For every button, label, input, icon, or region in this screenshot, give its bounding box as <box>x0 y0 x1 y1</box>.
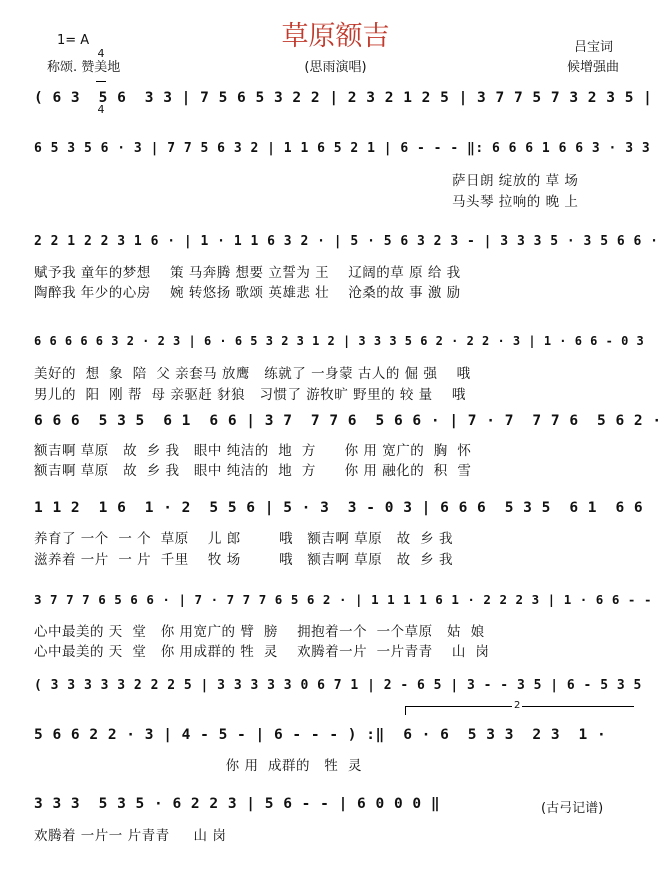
score-row-6-notes: 1 1 2 1 6 1 · 2 5 5 6 | 5 · 3 3 - 0 3 | 6 6 6 5 3 5 6 1 6 6 <box>34 500 644 516</box>
score-row-7-notes: 3 7 7 7 6 5 6 6 · | 7 · 7 7 7 6 5 6 2 · | 1 1 1 1 6 1 · 2 2 2 3 | 1 · 6 6 - - <box>34 592 652 607</box>
score-row-9-lyric-1: 你 用 成群的 牲 灵 <box>34 758 362 774</box>
composer: 候增强曲 <box>567 60 620 75</box>
ending-bracket-number: 2 <box>514 700 521 711</box>
performer: (思雨演唱) <box>304 60 367 75</box>
score-row-4-notes: 6 6 6 6 6 3 2 · 2 3 | 6 · 6 5 3 2 3 1 2 | 3 3 3 5 6 2 · 2 2 · 3 | 1 · 6 6 - 0 3 <box>34 334 645 348</box>
score-row-2-lyric-1: 萨日朗 绽放的 草 场 <box>452 173 579 189</box>
meter-numerator: 4 <box>97 47 105 60</box>
score-row-2-lyric-2: 马头琴 拉响的 晚 上 <box>452 194 579 210</box>
score-row-5-lyric-1: 额吉啊 草原 故 乡 我 眼中 纯洁的 地 方 你 用 宽广的 胸 怀 <box>34 443 472 459</box>
score-row-7-lyric-1: 心中最美的 天 堂 你 用宽广的 臂 膀 拥抱着一个 一个草原 姑 娘 <box>34 624 485 640</box>
song-title: 草原额吉 <box>281 21 390 52</box>
score-row-4-lyric-2: 男儿的 阳 刚 帮 母 亲驱赶 豺狼 习惯了 游牧旷 野里的 较 量 哦 <box>34 387 466 403</box>
score-row-10-lyric-1: 欢腾着 一片一 片青青 山 岗 <box>34 828 227 844</box>
score-row-1-notes: ( 6 3 5 6 3 3 | 7 5 6 5 3 2 2 | 2 3 2 1 2 5 | 3 7 7 5 7 3 2 3 5 | <box>34 90 653 106</box>
score-row-3-notes: 2 2 1 2 2 3 1 6 · | 1 · 1 1 6 3 2 · | 5 · 5 6 3 2 3 - | 3 3 3 5 · 3 5 6 6 · <box>34 234 659 249</box>
score-row-6-lyric-2: 滋养着 一片 一 片 千里 牧 场 哦 额吉啊 草原 故 乡 我 <box>34 552 453 568</box>
score-row-4-lyric-1: 美好的 想 象 陪 父 亲套马 放鹰 练就了 一身蒙 古人的 倔 强 哦 <box>34 366 471 382</box>
time-signature <box>96 26 106 126</box>
score-row-7-lyric-2: 心中最美的 天 堂 你 用成群的 牲 灵 欢腾着一片 一片青青 山 岗 <box>34 644 490 660</box>
score-row-5-lyric-2: 额吉啊 草原 故 乡 我 眼中 纯洁的 地 方 你 用 融化的 积 雪 <box>34 463 472 479</box>
score-row-3-lyric-2: 陶醉我 年少的心房 婉 转悠扬 歌颂 英雄悲 壮 沧桑的故 事 激 励 <box>34 285 461 301</box>
score-row-9-notes: 5 6 6 2 2 · 3 | 4 - 5 - | 6 - - - ) :‖ 6 · 6 5 3 3 2 3 1 · <box>34 727 607 743</box>
meter-denominator: 4 <box>97 103 105 116</box>
score-row-10-notes: 3 3 3 5 3 5 · 6 2 2 3 | 5 6 - - | 6 0 0 0 ‖ <box>34 796 441 812</box>
performance-style: 称颂. 赞美地 <box>47 60 121 75</box>
score-row-6-lyric-1: 养育了 一个 一 个 草原 儿 郎 哦 额吉啊 草原 故 乡 我 <box>34 531 453 547</box>
score-row-2-notes: 6 5 3 5 6 · 3 | 7 7 5 6 3 2 | 1 1 6 5 2 1 | 6 - - - ‖: 6 6 6 1 6 6 3 · 3 3 <box>34 141 651 156</box>
key-signature: 1= A <box>57 33 90 48</box>
score-row-3-lyric-1: 赋予我 童年的梦想 策 马奔腾 想要 立誓为 王 辽阔的草 原 给 我 <box>34 265 461 281</box>
score-row-5-notes: 6 6 6 5 3 5 6 1 6 6 | 3 7 7 7 6 5 6 6 · | 7 · 7 7 7 6 5 6 2 · <box>34 413 662 429</box>
score-row-8-notes: ( 3 3 3 3 3 2 2 2 5 | 3 3 3 3 3 0 6 7 1 | 2 - 6 5 | 3 - - 3 5 | 6 - 5 3 5 <box>34 678 642 693</box>
transcriber-note: (古弓记谱) <box>541 801 604 816</box>
lyricist: 吕宝词 <box>574 40 614 55</box>
